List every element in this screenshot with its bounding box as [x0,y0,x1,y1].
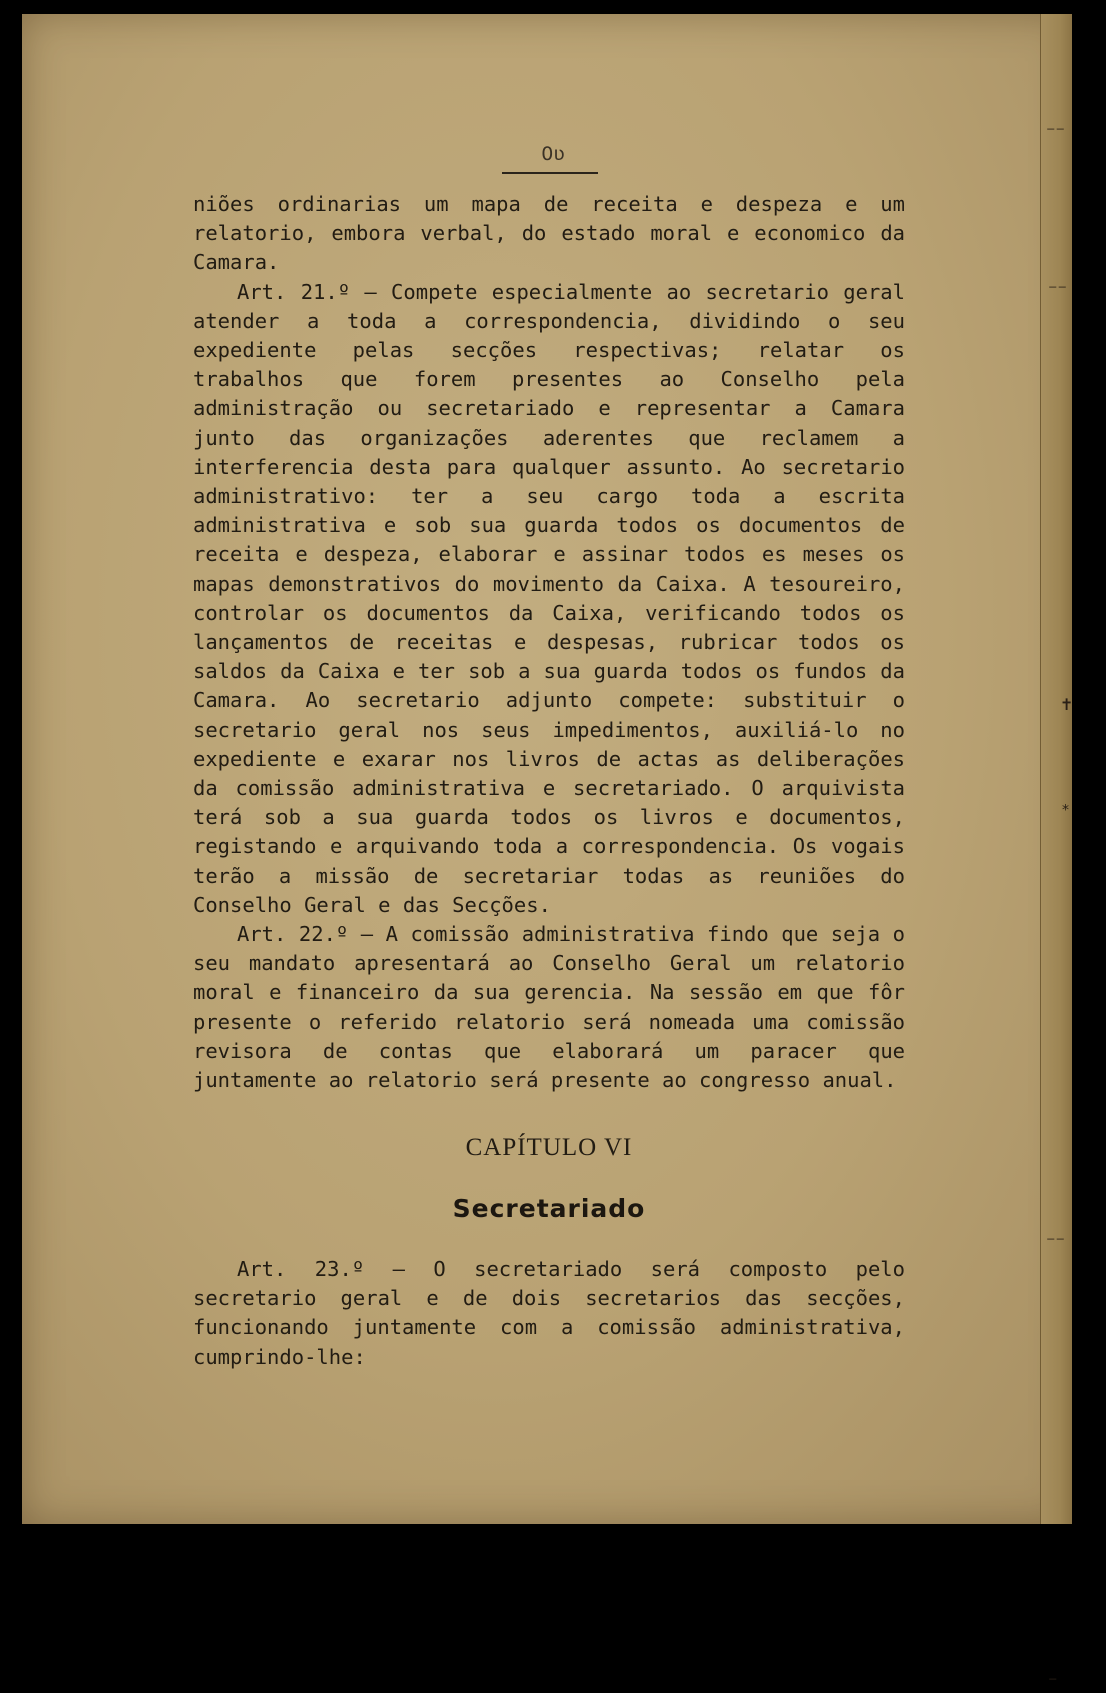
paragraph: niões ordinarias um mapa de receita e despeza e um relatorio, embora verbal, do estado moral e economico da Camara. [193,192,905,275]
scan-border [1072,0,1106,1543]
binding-mark-icon: ✝ [1060,695,1074,714]
page-number-rule [502,172,598,174]
binding-mark-icon: ⁻⁻ [1048,280,1068,301]
page-number: 0ʋ [541,143,565,165]
paragraph-art-21: Art. 21.º — Compete especialmente ao secretario geral atender a toda a correspondencia, dividindo o seu expediente pelas secções respectivas; relatar os trabalhos que forem presentes ao Conselho pela administração ou secretariado e representar a Camara junto das organizações aderentes que reclamem a interferencia desta para qualquer assunto. Ao secretario administrativo: ter a seu cargo toda a escrita administrativa e sob sua guarda todos os documentos de receita e despeza, elaborar e assinar todos es meses os mapas demonstrativos do movimento da Caixa. A tesoureiro, controlar os documentos da Caixa, verificando todos os lançamentos de receitas e despesas, rubricar todos os saldos da Caixa e ter sob a sua guarda todos os fundos da Camara. Ao secretario adjunto compete: substituir o secretario geral nos seus impedimentos, auxiliá-lo no expediente e exarar nos livros de actas as deliberações da comissão administrativa e secretariado. O arquivista terá sob a sua guarda todos os livros e documentos, registando e arquivando toda a correspondencia. Os vogais terão a missão de secretariar todas as reuniões do Conselho Geral e das Secções. [193,279,905,917]
page-fold-edge [1040,14,1073,1524]
body-text [193,190,905,1095]
paragraph-art-22: Art. 22.º — A comissão administrativa findo que seja o seu mandato apresentará ao Conselho Geral um relatorio moral e financeiro da sua gerencia. Na sessão em que fôr presente o referido relatorio será nomeada uma comissão revisora de contas que elaborará um paracer que juntamente ao relatorio será presente ao congresso anual. [193,922,905,1093]
binding-mark-icon: ⁻ [1048,1672,1058,1693]
body-text-continued [193,1255,905,1372]
paragraph-art-23: Art. 23.º — O secretariado será composto pelo secretario geral e de dois secretarios das secções, funcionando juntamente com a comissão administrativa, cumprindo-lhe: [193,1257,905,1369]
chapter-heading: CAPÍTULO VI [465,1134,633,1161]
section-title: Secretariado [452,1194,646,1223]
binding-mark-icon: ⁎ [1062,798,1069,814]
binding-mark-icon: ⁻⁻ [1046,1232,1066,1253]
binding-mark-icon: ⁻⁻ [1046,122,1066,143]
